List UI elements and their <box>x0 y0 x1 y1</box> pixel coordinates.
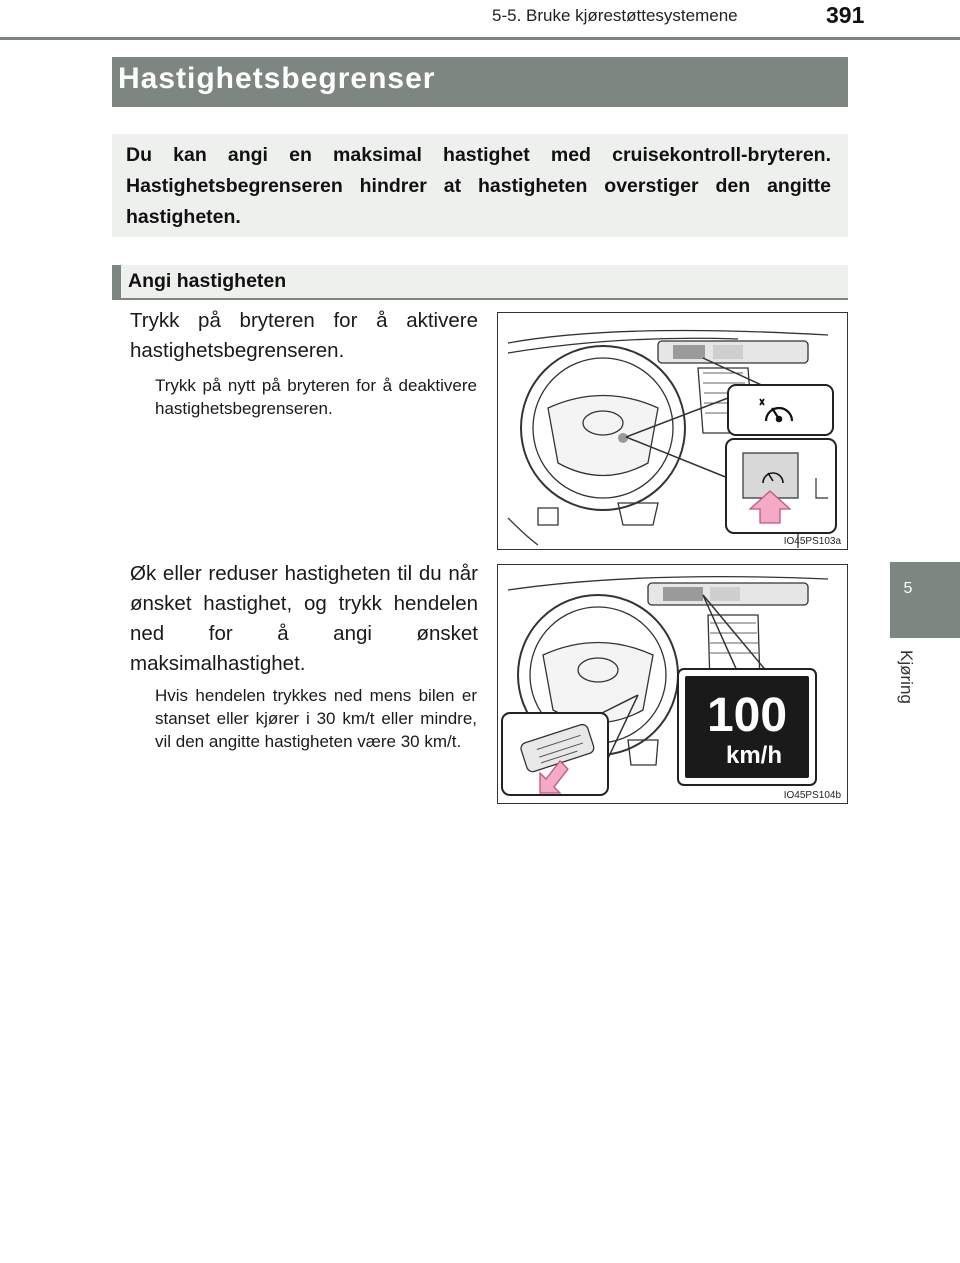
steering-wheel-switch-illustration <box>498 313 846 548</box>
subsection-accent <box>112 265 121 300</box>
figure-lever <box>497 564 848 804</box>
subsection-title: Angi hastigheten <box>128 270 287 292</box>
lever-display-illustration <box>498 565 846 802</box>
section-header: 5-5. Bruke kjørestøttesystemene <box>492 6 738 25</box>
step-2-note: Hvis hendelen trykkes ned mens bilen er stanset eller kjører i 30 km/t eller mindre, vil den angitte hastigheten være 30 km/t. <box>155 686 477 751</box>
step-2-text: Øk eller reduser hastigheten til du når ønsket hastighet, og trykk hendelen ned for å angi ønsket maksimalhastighet. <box>130 562 478 675</box>
chapter-number: 5 <box>903 580 913 597</box>
display-unit: km/h <box>725 742 783 769</box>
page-number: 391 <box>826 2 865 28</box>
step-1-note: Trykk på nytt på bryteren for å deaktivere hastighetsbegrenseren. <box>155 376 477 418</box>
header-rule <box>0 37 960 40</box>
chapter-tab <box>890 562 960 638</box>
figure-code: IO45PS103a <box>783 536 841 547</box>
figure-code: IO45PS104b <box>783 790 841 801</box>
figure-switch <box>497 312 848 550</box>
display-speed: 100 <box>706 689 788 742</box>
chapter-label: Kjøring <box>897 650 916 704</box>
step-1-text: Trykk på bryteren for å aktivere hastighetsbegrenseren. <box>130 309 478 362</box>
intro-text: Du kan angi en maksimal hastighet med cruisekontroll-bryteren. Hastighetsbegrenseren hindrer at hastigheten overstiger den angitte hastigheten. <box>126 144 831 228</box>
page-title: Hastighetsbegrenser <box>118 62 436 95</box>
